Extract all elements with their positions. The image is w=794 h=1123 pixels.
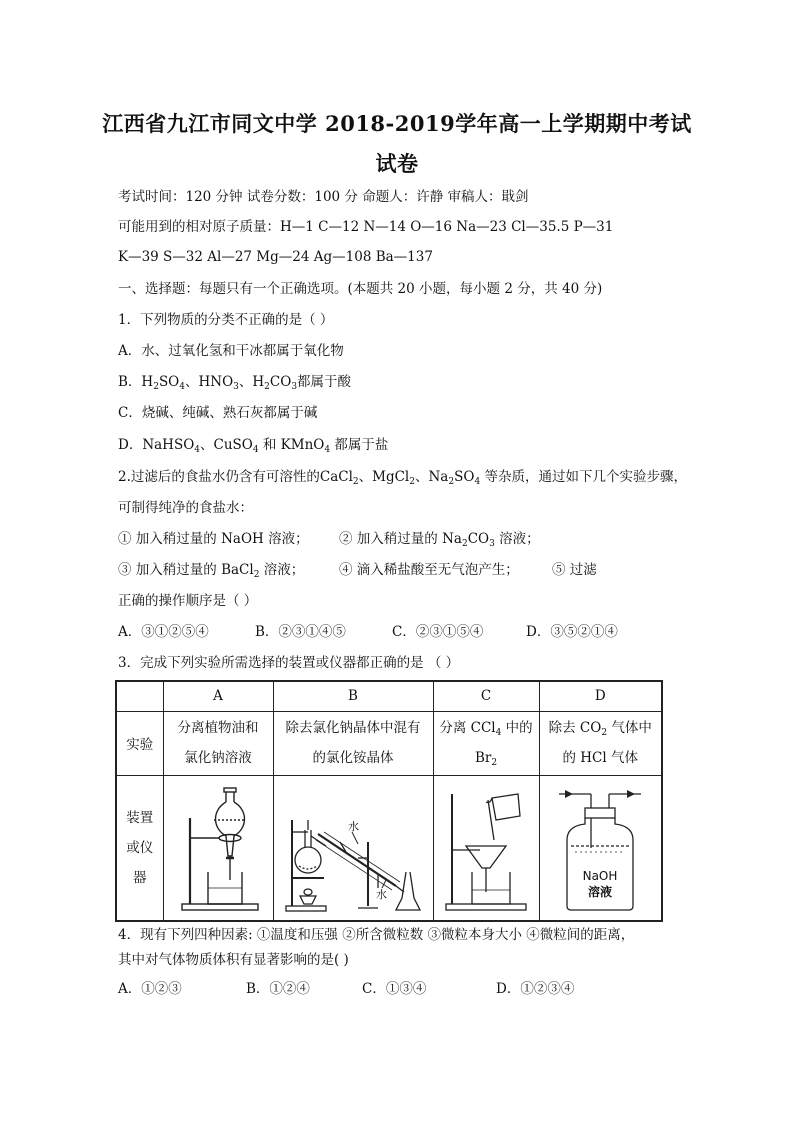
exam-info: 考试时间：120 分钟 试卷分数：100 分 命题人：许静 审稿人：戢剑 (118, 189, 529, 205)
q3-cell-a: 分离植物油和 氯化钠溶液 (163, 711, 273, 775)
q3-figure-a (163, 775, 273, 921)
q2-step-1: ① 加入稍过量的 NaOH 溶液； (118, 531, 309, 547)
water-label-top: 水 (348, 819, 359, 833)
q3-figure-c (433, 775, 539, 921)
q4-option-d: D．①②③④ (496, 981, 575, 997)
q4-stem: 4．现有下列四种因素: ①温度和压强 ②所含微粒数 ③微粒本身大小 ④微粒间的距离， (118, 927, 635, 943)
q3-cell-d: 除去 $CO_2$ 气体中 的 HCl 气体 (539, 711, 662, 775)
q4-option-a: A．①②③ (118, 981, 182, 997)
q2-ask: 正确的操作顺序是（ ） (118, 593, 258, 609)
solution-label: 溶液 (588, 884, 613, 899)
q2-step-2: ② 加入稍过量的 $Na_2CO_3$ 溶液； (339, 531, 540, 549)
q2-option-c: C．②③①⑤④ (392, 624, 484, 640)
naoh-label: NaOH (582, 868, 618, 883)
exam-title-line2: 试卷 (375, 151, 419, 176)
q2-option-a: A．③①②⑤④ (118, 624, 209, 640)
q3-header-a: A (163, 681, 273, 711)
exam-title-line1: 江西省九江市同文中学 2018-2019学年高一上学期期中考试 (102, 111, 692, 136)
distillation-figure (278, 780, 428, 916)
atomic-mass-line2: K—39 S—32 Al—27 Mg—24 Ag—108 Ba—137 (118, 249, 433, 265)
q3-cell-c: 分离 CCl$_4$ 中的 $Br_2$ (433, 711, 539, 775)
separatory-funnel-figure (168, 780, 268, 916)
q2-option-b: B．②③①④⑤ (255, 624, 346, 640)
q2-stem: 2.过滤后的食盐水仍含有可溶性的CaCl$_2$、MgCl$_2$、$Na_2SO_4$ 等杂质，通过如下几个实验步骤， (118, 469, 687, 487)
q3-header-b: B (273, 681, 433, 711)
atomic-mass-line1: 可能用到的相对原子质量：H—1 C—12 N—14 O—16 Na—23 Cl—35.5 P—31 (118, 219, 614, 235)
q2-option-d: D．③⑤②①④ (526, 624, 618, 640)
q3-figure-b (273, 775, 433, 921)
q1-option-a: A．水、过氧化氢和干冰都属于氧化物 (118, 343, 344, 359)
q4-option-c: C．①③④ (362, 981, 427, 997)
gas-washing-bottle-figure (545, 780, 655, 916)
q3-row-experiment-label: 实验 (116, 711, 163, 775)
q3-table (115, 680, 663, 922)
q3-header-d: D (539, 681, 662, 711)
q2-step-5: ⑤ 过滤 (552, 562, 597, 578)
q3-figure-d (539, 775, 662, 921)
q3-header-c: C (433, 681, 539, 711)
section-heading: 一、选择题：每题只有一个正确选项。(本题共 20 小题，每小题 2 分，共 40 分) (118, 281, 603, 297)
q4-stem-2: 其中对气体物质体积有显著影响的是( ) (118, 952, 349, 968)
q2-step-4: ④ 滴入稀盐酸至无气泡产生； (339, 562, 519, 578)
q1-stem: 1．下列物质的分类不正确的是（ ） (118, 312, 334, 328)
water-label-bottom: 水 (376, 887, 387, 901)
q1-option-c: C．烧碱、纯碱、熟石灰都属于碱 (118, 405, 318, 421)
filtration-figure (436, 780, 536, 916)
q2-stem-2: 可制得纯净的食盐水： (118, 500, 253, 516)
q2-step-3: ③ 加入稍过量的 BaCl$_2$ 溶液； (118, 562, 305, 580)
q4-option-b: B．①②④ (246, 981, 310, 997)
q3-cell-b: 除去氯化钠晶体中混有 的氯化铵晶体 (273, 711, 433, 775)
q3-row-apparatus-label: 装置 或仪 器 (116, 775, 163, 921)
q3-stem: 3．完成下列实验所需选择的装置或仪器都正确的是 （ ） (118, 655, 460, 671)
q3-header-empty (116, 681, 163, 711)
q1-option-b: B．$H_2SO_4$、$HNO_3$、$H_2CO_3$都属于酸 (118, 374, 352, 392)
q1-option-d: D．NaHSO$_4$、CuSO$_4$ 和 KMnO$_4$ 都属于盐 (118, 437, 389, 455)
